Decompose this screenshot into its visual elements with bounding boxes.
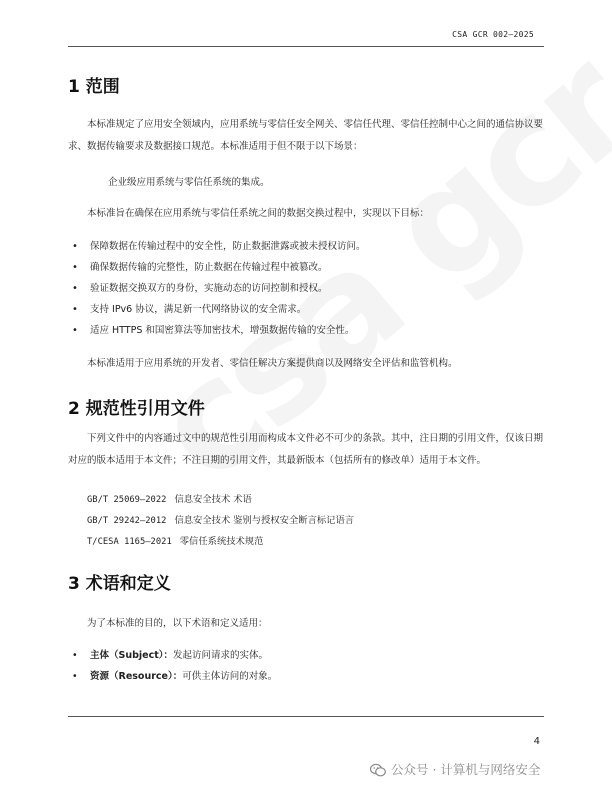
reference-list <box>87 489 354 552</box>
section-1-paragraph-2: 本标准旨在确保在应用系统与零信任系统之间的数据交换过程中，实现以下目标： <box>87 208 430 219</box>
section-1-scenario: 企业级应用系统与零信任系统的集成。 <box>108 177 270 188</box>
bullet-icon: • <box>72 650 78 661</box>
reference-item: GB/T 25069—2022 信息安全技术 术语 <box>87 494 252 505</box>
term-definition: 可供主体访问的对象。 <box>182 671 278 682</box>
bullet-icon: • <box>72 304 78 315</box>
list-item: • 支持 IPv6 协议，满足新一代网络协议的安全需求。 <box>68 299 538 320</box>
reference-item: GB/T 29242—2012 信息安全技术 鉴别与授权安全断言标记语言 <box>87 515 355 526</box>
term-definition: 发起访问请求的实体。 <box>173 650 269 661</box>
section-3-title: 3 术语和定义 <box>68 574 171 594</box>
list-item: • 适应 HTTPS 和国密算法等加密技术，增强数据传输的安全性。 <box>68 320 538 341</box>
list-item: • 确保数据传输的完整性，防止数据在传输过程中被篡改。 <box>68 257 538 278</box>
goal-list <box>68 236 538 341</box>
wechat-watermark: 公众号 · 计算机与网络安全 <box>370 760 540 780</box>
bullet-icon: • <box>72 671 78 682</box>
section-1-title: 1 范围 <box>68 77 120 97</box>
section-2-title: 2 规范性引用文件 <box>68 399 205 419</box>
bullet-icon: • <box>72 262 78 273</box>
page-number: 4 <box>533 736 540 747</box>
term-list <box>68 645 538 687</box>
term-name: 资源（Resource）： <box>90 671 183 682</box>
bullet-icon: • <box>72 241 78 252</box>
section-2-paragraph: 下列文件中的内容通过文中的规范性引用而构成本文件必不可少的条款。其中，注日期的引用文件，仅该日期对应的版本适用于本文件；不注日期的引用文件，其最新版本（包括所有的修改单）适用于本文件。 <box>68 433 544 466</box>
list-item: • 验证数据交换双方的身份，实施动态的访问控制和授权。 <box>68 278 538 299</box>
section-1-paragraph-3: 本标准适用于应用系统的开发者、零信任解决方案提供商以及网络安全评估和监管机构。 <box>87 358 458 369</box>
reference-item: T/CESA 1165—2021 零信任系统技术规范 <box>87 536 264 547</box>
term-item <box>68 666 538 687</box>
section-3-intro: 为了本标准的目的，以下术语和定义适用： <box>87 618 268 629</box>
header-rule <box>68 46 544 47</box>
list-item: • 保障数据在传输过程中的安全性，防止数据泄露或被未授权访问。 <box>68 236 538 257</box>
section-1-paragraph-1: 本标准规定了应用安全领域内，应用系统与零信任安全网关、零信任代理、零信任控制中心之间的通信协议要求、数据传输要求及数据接口规范。本标准适用于但不限于以下场景： <box>68 119 544 152</box>
footer-rule <box>68 716 544 717</box>
term-name: 主体（Subject）： <box>90 650 174 661</box>
wechat-icon <box>370 763 386 780</box>
bullet-icon: • <box>72 325 78 336</box>
term-item <box>68 645 538 666</box>
document-code: CSA GCR 002—2025 <box>452 30 534 39</box>
bullet-icon: • <box>72 283 78 294</box>
